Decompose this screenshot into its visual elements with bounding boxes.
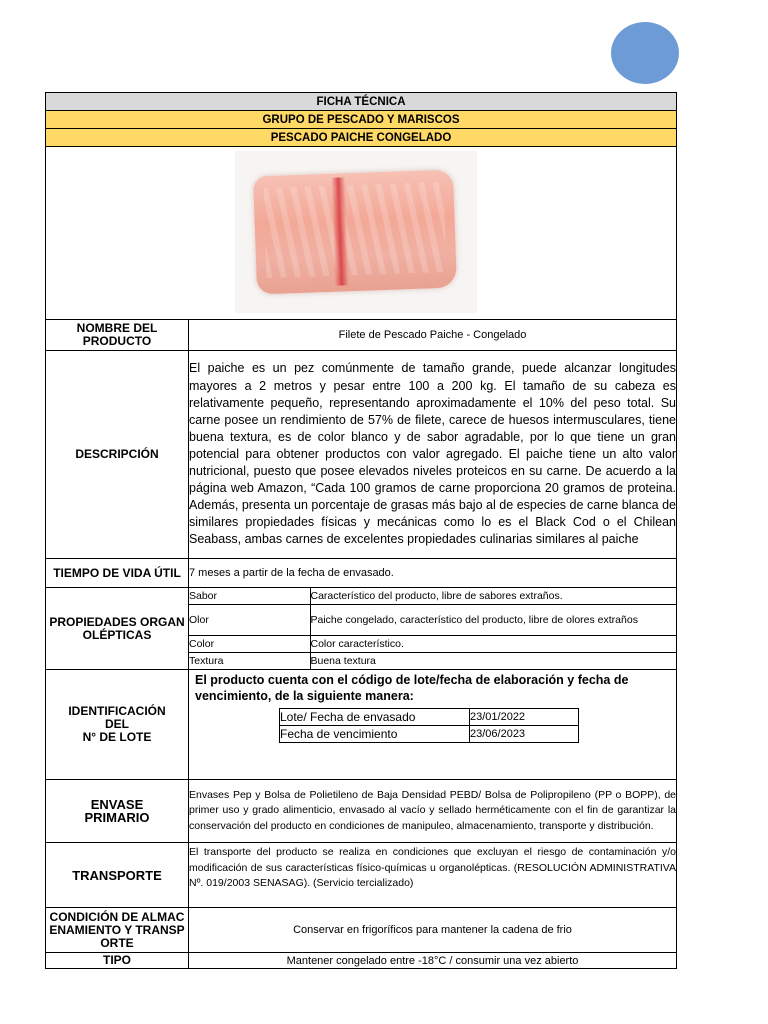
packaging-label (46, 780, 189, 843)
packaging-text: Envases Pep y Bolsa de Polietileno de Baja Densidad PEBD/ Bolsa de Polipropileno (PP o BOPP), de primer uso y grado alimenticio, envasado al vacío y sellado herméticamente con el fin de garantizar la conservación del producto en condiciones de manipuleo, almacenamiento, transporte y distribución. (189, 780, 677, 843)
shelf-life-label: TIEMPO DE VIDA ÚTIL (46, 559, 189, 588)
organoleptic-cell (189, 588, 677, 670)
table-row (189, 653, 676, 670)
fillet-image (253, 170, 457, 295)
description-text: El paiche es un pez comúnmente de tamaño grande, puede alcanzar longitudes mayores a 2 metros y pesar entre 100 a 200 kg. El tamaño de su cabeza es relativamente pequeño, representando aproximadamente el 10% del peso total. Su carne posee un rendimiento de 57% de filete, carece de huesos intermusculares, tiene buena textura, es de color blanco y de sabor agradable, por lo que tiene un gran potencial para obtener productos con valor agregado. El paiche tiene un alto valor nutricional, puesto que posee elevados niveles proteicos en su carne. De acuerdo a la página web Amazon, “Cada 100 gramos de carne proporciona 20 gramos de proteina. Además, presenta un porcentaje de grasas más bajo al de especies de carne blanca de similares propiedades físicas y mecánicas como lo es el Black Cod o el Chilean Seabass, ambas carnes de excelentes propiedades culinarias similares al paiche (189, 351, 677, 559)
sheet-title: FICHA TÉCNICA (46, 93, 677, 111)
property-value: Color característico. (310, 636, 676, 653)
product-photo-cell (46, 147, 677, 320)
storage-label: CONDICIÓN DE ALMACENAMIENTO Y TRANSPORTE (46, 908, 189, 953)
table-row (189, 605, 676, 636)
organoleptic-label: PROPIEDADES ORGANOLÉPTICAS (46, 588, 189, 670)
property-name: Textura (189, 653, 310, 670)
lot-field: Fecha de vencimiento (280, 726, 470, 743)
property-name: Olor (189, 605, 310, 636)
lot-field: Lote/ Fecha de envasado (280, 709, 470, 726)
storage-value: Conservar en frigoríficos para mantener la cadena de frio (189, 908, 677, 953)
product-heading: PESCADO PAICHE CONGELADO (46, 129, 677, 147)
packaging-label-line2: PRIMARIO (84, 810, 150, 825)
lot-label-line2: DEL (105, 717, 129, 731)
type-value: Mantener congelado entre -18°C / consumir una vez abierto (189, 953, 677, 969)
table-row (189, 588, 676, 605)
blue-circle-decoration (611, 22, 679, 84)
transport-text: El transporte del producto se realiza en condiciones que excluyan el riesgo de contaminación y/o modificación de sus características físico-químicas u organolépticas. (RESOLUCIÓN ADMINISTRATIVA Nº. 019/2003 SENASAG). (Servicio tercializado) (189, 843, 677, 908)
group-heading: GRUPO DE PESCADO Y MARISCOS (46, 111, 677, 129)
property-name: Sabor (189, 588, 310, 605)
lot-label-line3: N° DE LOTE (82, 730, 152, 744)
product-name-label: NOMBRE DEL PRODUCTO (46, 320, 189, 351)
organoleptic-table (189, 588, 676, 669)
property-value: Paiche congelado, característico del producto, libre de olores extraños (310, 605, 676, 636)
table-row (280, 726, 579, 743)
lot-label-line1: IDENTIFICACIÓN (68, 704, 166, 718)
product-name-value: Filete de Pescado Paiche - Congelado (189, 320, 677, 351)
description-label: DESCRIPCIÓN (46, 351, 189, 559)
technical-sheet-table (45, 92, 677, 969)
lot-text: El producto cuenta con el código de lote/fecha de elaboración y fecha de vencimiento, de la siguiente manera: (195, 673, 629, 703)
fish-fillet-photo (235, 151, 477, 313)
transport-label: TRANSPORTE (46, 843, 189, 908)
lot-label (46, 670, 189, 780)
property-value: Característico del producto, libre de sabores extraños. (310, 588, 676, 605)
property-name: Color (189, 636, 310, 653)
table-row (280, 709, 579, 726)
lot-cell (189, 670, 677, 780)
table-row (189, 636, 676, 653)
lot-date: 23/06/2023 (470, 726, 579, 743)
shelf-life-value: 7 meses a partir de la fecha de envasado. (189, 559, 677, 588)
lot-table (279, 708, 579, 743)
lot-date: 23/01/2022 (470, 709, 579, 726)
property-value: Buena textura (310, 653, 676, 670)
type-label: TIPO (46, 953, 189, 969)
packaging-label-line1: ENVASE (90, 797, 144, 812)
